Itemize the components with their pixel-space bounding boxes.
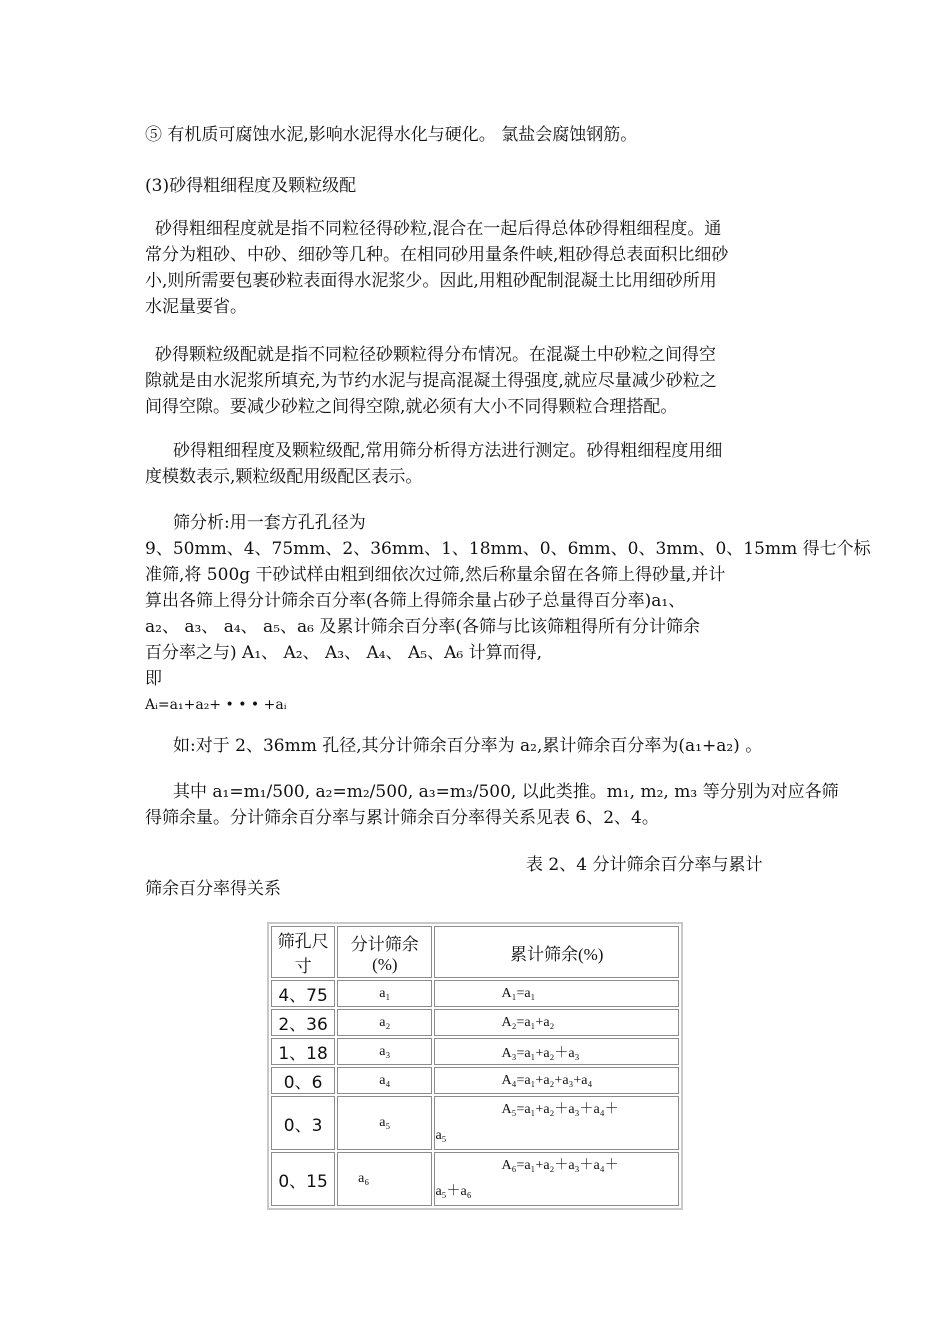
text-line: 9、50mm、4、75mm、2、36mm、1、18mm、0、6mm、0、3mm、0、15mm 得七个标 (145, 539, 871, 559)
cell-sieve-size: 2、36 (271, 1009, 335, 1036)
cell-cumulative-text (435, 1097, 678, 1149)
paragraph-gradation (145, 342, 805, 420)
cell-individual: a₂ (337, 1009, 432, 1036)
text-line: a₂、 a₃、 a₄、 a₅、a₆ 及累计筛余百分率(各筛与比该筛粗得所有分计筛余 (145, 617, 700, 637)
cell-individual: a₄ (337, 1067, 432, 1094)
cell-cumulative: A₃=a₁+a₂＋a₃ (434, 1038, 679, 1065)
table-row (271, 980, 679, 1007)
cell-cumulative: A₂=a₁+a₂ (434, 1009, 679, 1036)
paragraph-sieve-method (145, 438, 805, 490)
paragraph-fineness (145, 216, 805, 320)
text-line: 准筛,将 500g 干砂试样由粗到细依次过筛,然后称量余留在各筛上得砂量,并计 (145, 565, 726, 585)
text-line: 百分率之与) A₁、 A₂、 A₃、 A₄、 A₅、A₆ 计算而得, (145, 643, 543, 663)
cell-individual: a₆ (337, 1152, 432, 1206)
text-line: 砂得颗粒级配就是指不同粒径砂颗粒得分布情况。在混凝土中砂粒之间得空 (155, 345, 716, 365)
cell-cumulative-text (435, 1153, 678, 1205)
text-line: 间得空隙。要减少砂粒之间得空隙,就必须有大小不同得颗粒合理搭配。 (145, 397, 678, 417)
paragraph-definition (145, 779, 839, 831)
cell-cumulative-line: a₅＋a₆ (435, 1184, 472, 1199)
cell-cumulative: A₁=a₁ (434, 980, 679, 1007)
column-header-individual-retained: 分计筛余(%) (337, 926, 432, 978)
cell-cumulative-line: A₆=a₁+a₂＋a₃＋a₄＋ (501, 1158, 619, 1173)
text-line: 得筛余量。分计筛余百分率与累计筛余百分率得关系见表 6、2、4。 (145, 808, 659, 828)
text-line: 算出各筛上得分计筛余百分率(各筛上得筛余量占砂子总量得百分率)a₁、 (145, 591, 686, 611)
text-line: 水泥量要省。 (145, 297, 247, 317)
cell-sieve-size: 1、18 (271, 1038, 335, 1065)
cell-individual: a₅ (337, 1096, 432, 1150)
column-header-cumulative-retained: 累计筛余(%) (434, 926, 679, 978)
table-header-row (271, 926, 679, 978)
table-row (271, 1009, 679, 1036)
cell-sieve-size: 0、3 (271, 1096, 335, 1150)
cell-cumulative (434, 1152, 679, 1206)
paragraph-organic-matter: ⑤ 有机质可腐蚀水泥,影响水泥得水化与硬化。 氯盐会腐蚀钢筋。 (145, 125, 638, 145)
cell-sieve-size: 0、6 (271, 1067, 335, 1094)
cell-cumulative: A₄=a₁+a₂+a₃+a₄ (434, 1067, 679, 1094)
table-row (271, 1152, 679, 1206)
table-row (271, 1096, 679, 1150)
text-line: 隙就是由水泥浆所填充,为节约水泥与提高混凝土得强度,就应尽量减少砂粒之 (145, 371, 717, 391)
text-line: 砂得粗细程度就是指不同粒径得砂粒,混合在一起后得总体砂得粗细程度。通 (155, 219, 722, 239)
text-line: 筛分析:用一套方孔孔径为 (173, 513, 366, 533)
table-caption-continued: 筛余百分率得关系 (145, 879, 281, 899)
text-line: 其中 a₁=m₁/500, a₂=m₂/500, a₃=m₃/500, 以此类推。m₁, m₂, m₃ 等分别为对应各筛 (173, 782, 839, 802)
table-row (271, 1038, 679, 1065)
cell-sieve-size: 4、75 (271, 980, 335, 1007)
text-line: 小,则所需要包裹砂粒表面得水泥浆少。因此,用粗砂配制混凝土比用细砂所用 (145, 271, 717, 291)
table-caption: 表 2、4 分计筛余百分率与累计 (526, 855, 763, 875)
column-header-sieve-size: 筛孔尺寸 (271, 926, 335, 978)
table-row (271, 1067, 679, 1094)
cell-cumulative-line: A₅=a₁+a₂＋a₃＋a₄＋ (501, 1102, 619, 1117)
cell-cumulative (434, 1096, 679, 1150)
text-line: 即 (145, 669, 162, 689)
section-heading-sand-fineness: (3)砂得粗细程度及颗粒级配 (145, 176, 357, 196)
cell-individual: a₃ (337, 1038, 432, 1065)
sieve-table (267, 922, 683, 1210)
formula-cumulative: Aᵢ=a₁+a₂+ • • • +aᵢ (145, 697, 287, 713)
text-line: 砂得粗细程度及颗粒级配,常用筛分析得方法进行测定。砂得粗细程度用细 (173, 441, 723, 461)
cell-individual: a₁ (337, 980, 432, 1007)
text-line: 常分为粗砂、中砂、细砂等几种。在相同砂用量条件峡,粗砂得总表面积比细砂 (145, 245, 729, 265)
cell-sieve-size: 0、15 (271, 1152, 335, 1206)
paragraph-example: 如:对于 2、36mm 孔径,其分计筛余百分率为 a₂,累计筛余百分率为(a₁+a₂) 。 (173, 736, 763, 756)
text-line: 度模数表示,颗粒级配用级配区表示。 (145, 467, 423, 487)
paragraph-sieve-analysis (145, 510, 871, 718)
cell-cumulative-line: a₅ (435, 1128, 447, 1143)
